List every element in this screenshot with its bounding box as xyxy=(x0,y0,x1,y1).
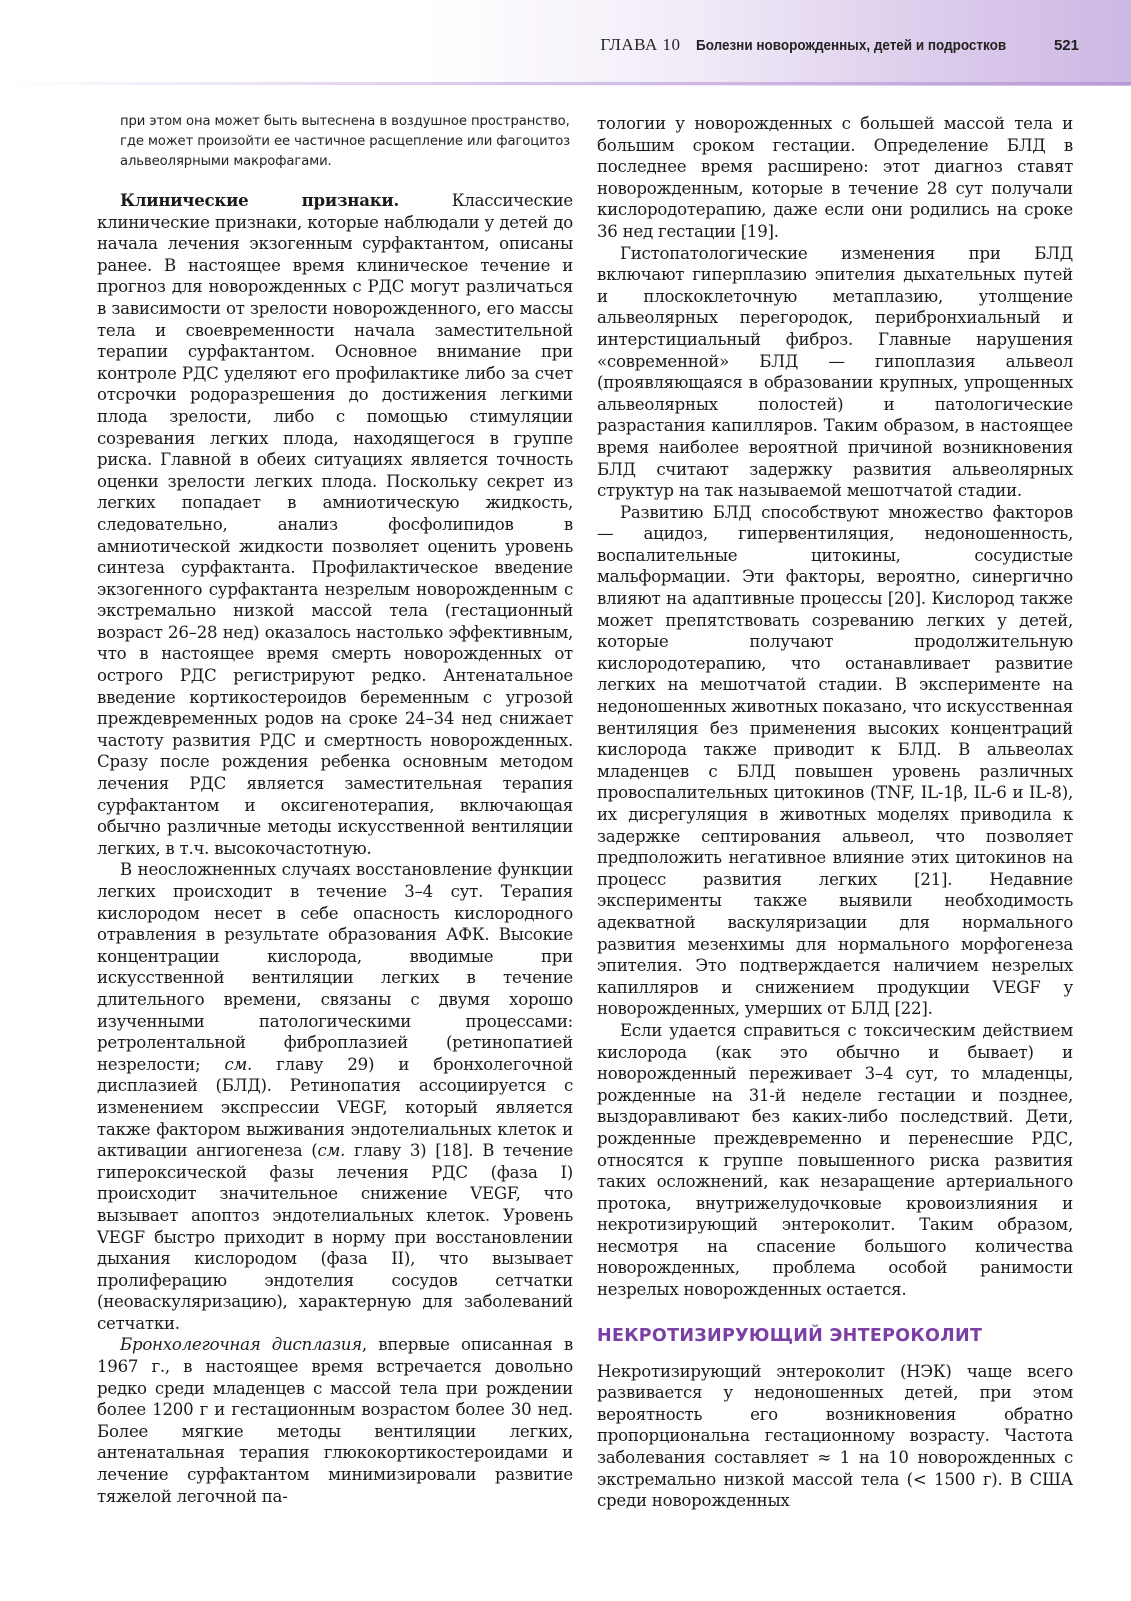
paragraph-text: В неосложненных случаях восстановление функции легких происходит в течение 3–4 сут. Терапия кислородом несет в себе опасность кислородного отравления в результате образования АФК. Высокие концентрации кислорода, вводимые при искусственной вентиляции легких в течение длительного времени, связаны с двумя хорошо изученными патологическими процессами: ретролентальной фиброплазией (ретинопатией незрелости; xyxy=(97,860,573,1074)
paragraph-histopathology: Гистопатологические изменения при БЛД включают гиперплазию эпителия дыхательных путей и плоскоклеточную метаплазию, утолщение альвеолярных перегородок, перибронхиальный и интерстициальный фиброз. Главные нарушения «современной» БЛД — гипоплазия альвеол (проявляющаяся в образовании крупных, упрощенных альвеолярных полостей) и патологические разрастания капилляров. Таким образом, в настоящее время наиболее вероятной причиной возникновения БЛД считают задержку развития альвеолярных структур на так называемой мешотчатой стадии. xyxy=(597,243,1073,501)
left-column xyxy=(97,112,573,1507)
chapter-title: Болезни новорожденных, детей и подростков xyxy=(696,38,1007,54)
right-column xyxy=(597,113,1073,1512)
paragraph-oxygen-toxicity: Если удается справиться с токсическим действием кислорода (как это обычно и бывает) и новорожденный переживает 3–4 сут, то младенцы, рожденные на 31-й неделе гестации и позднее, выздоравливают без каких-либо последствий. Дети, рожденные преждевременно и перенесшие РДС, относятся к группе повышенного риска развития таких осложнений, как незаращение артериального протока, внутрижелудочковые кровоизлияния и некротизирующий энтероколит. Таким образом, несмотря на спасение большого количества новорожденных, проблема особой ранимости незрелых новорожденных остается. xyxy=(597,1020,1073,1300)
paragraph-lead: Клинические признаки. xyxy=(120,190,400,210)
see-reference: см. xyxy=(224,1054,253,1074)
paragraph-bpd xyxy=(97,1334,573,1507)
paragraph-nec: Некротизирующий энтероколит (НЭК) чаще всего развивается у недоношенных детей, при этом вероятность его возникновения обратно пропорциональна гестационному возрасту. Частота заболевания составляет ≈ 1 на 10 новорожденных с экстремально низкой массой тела (< 1500 г). В США среди новорожденных xyxy=(597,1361,1073,1511)
header-rule xyxy=(0,82,1131,85)
paragraph-text: главу 3) [18]. В течение гипероксической фазы лечения РДС (фаза I) происходит значительное снижение VEGF, что вызывает апоптоз эндотелиальных клеток. Уровень VEGF быстро приходит в норму при восстановлении дыхания кислородом (фаза II), что вызывает пролиферацию эндотелия сосудов сетчатки (неоваскуляризацию), характерную для заболеваний сетчатки. xyxy=(97,1141,573,1333)
page-number: 521 xyxy=(1053,37,1079,54)
see-reference: см. xyxy=(317,1141,346,1161)
section-heading: НЕКРОТИЗИРУЮЩИЙ ЭНТЕРОКОЛИТ xyxy=(597,1325,983,1346)
term-italic: Бронхолегочная дисплазия xyxy=(120,1335,362,1355)
running-header xyxy=(600,35,1079,59)
paragraph-text: главу 29) и бронхолегочной дисплазией (БЛД). Ретинопатия ассоциируется с изменением экспрессии VEGF, который является также фактором выживания эндотелиальных клеток и активации ангиогенеза ( xyxy=(97,1054,573,1161)
paragraph-text: , впервые описанная в 1967 г., в настоящее время встречается довольно редко среди младенцев с массой тела при рождении более 1200 г и гестационным возрастом более 30 нед. Более мягкие методы вентиляции легких, антенатальная терапия глюкокортикостероидами и лечение сурфактантом минимизировали развитие тяжелой легочной па- xyxy=(97,1335,573,1506)
intro-note: при этом она может быть вытеснена в воздушное пространство, где может произойти ее частичное расщепление или фагоцитоз альвеолярными макрофагами. xyxy=(120,114,571,169)
chapter-label: ГЛАВА 10 xyxy=(600,35,681,54)
paragraph-bpd-factors: Развитию БЛД способствуют множество факторов — ацидоз, гипервентиляция, недоношенность, воспалительные цитокины, сосудистые мальформации. Эти факторы, вероятно, синергично влияют на адаптивные процессы [20]. Кислород также может препятствовать созреванию легких у детей, которые получают продолжительную кислородотерапию, что останавливает развитие легких на мешотчатой стадии. В эксперименте на недоношенных животных показано, что искусственная вентиляция без применения высоких концентраций кислорода также приводит к БЛД. В альвеолах младенцев с БЛД повышен уровень различных провоспалительных цитокинов (TNF, IL-1β, IL-6 и IL-8), их дисрегуляция в животных моделях приводила к задержке септирования альвеол, что позволяет предположить негативное влияние этих цитокинов на процесс развития легких [21]. Недавние эксперименты также выявили необходимость адекватной васкуляризации для нормального развития мезенхимы для нормального морфогенеза эпителия. Это подтверждается наличием незрелых капилляров и снижением продукции VEGF у новорожденных, умерших от БЛД [22]. xyxy=(597,502,1074,1019)
paragraph-clinical-signs xyxy=(97,190,573,859)
paragraph-continued: тологии у новорожденных с большей массой тела и большим сроком гестации. Определение БЛД в последнее время расширено: этот диагноз ставят новорожденным, которые в течение 28 сут получали кислородотерапию, даже если они родились на сроке 36 нед гестации [19]. xyxy=(597,114,1073,241)
paragraph-text: Классические клинические признаки, которые наблюдали у детей до начала лечения экзогенным сурфактантом, описаны ранее. В настоящее время клиническое течение и прогноз для новорожденных с РДС могут различаться в зависимости от зрелости новорожденного, его массы тела и своевременности начала заместительной терапии сурфактантом. Основное внимание при контроле РДС уделяют его профилактике либо за счет отсрочки родоразрешения до достижения легкими плода зрелости, либо с помощью стимуляции созревания легких плода, находящегося в группе риска. Главной в обеих ситуациях является точность оценки зрелости легких плода. Поскольку секрет из легких попадает в амниотическую жидкость, следовательно, анализ фосфолипидов в амниотической жидкости позволяет оценить уровень синтеза сурфактанта. Профилактическое введение экзогенного сурфактанта незрелым новорожденным с экстремально низкой массой тела (гестационный возраст 26–28 нед) оказалось настолько эффективным, что в настоящее время смерть новорожденных от острого РДС регистрируют редко. Антенатальное введение кортикостероидов беременным с угрозой преждевременных родов на сроке 24–34 нед снижает частоту развития РДС и смертность новорожденных. Сразу после рождения ребенка основным методом лечения РДС является заместительная терапия сурфактантом и оксигенотерапия, включающая обычно различные методы искусственной вентиляции легких, в т.ч. высокочастотную. xyxy=(97,191,573,858)
paragraph-uncomplicated-cases xyxy=(97,859,573,1334)
